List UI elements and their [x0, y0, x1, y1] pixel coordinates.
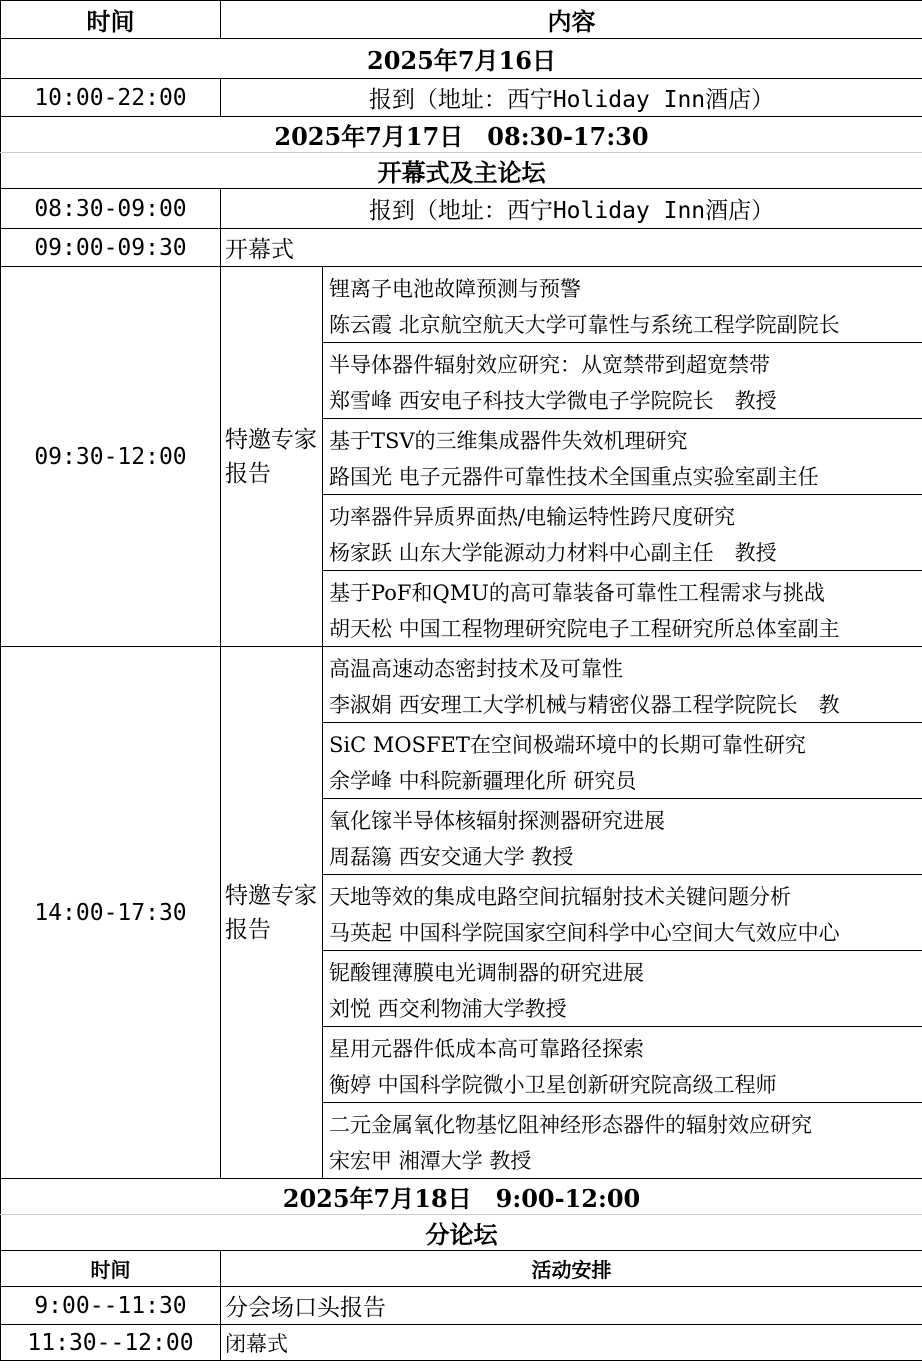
- day3-row-content: 分会场口头报告: [221, 1287, 922, 1325]
- day1-date-row: [1, 39, 922, 79]
- registration-time: 08:30-09:00: [1, 189, 221, 229]
- day2-title-row: [1, 153, 922, 189]
- talk-title: 高温高速动态密封技术及可靠性: [323, 647, 922, 685]
- day3-row: [1, 1287, 922, 1325]
- day2-title: 开幕式及主论坛: [1, 153, 922, 189]
- talk-speaker: 陈云霞 北京航空航天大学可靠性与系统工程学院副院长: [323, 305, 922, 343]
- day3-date: 2025年7月18日 9:00-12:00: [1, 1179, 922, 1215]
- talk-title: 基于PoF和QMU的高可靠装备可靠性工程需求与挑战: [323, 571, 922, 609]
- day3-title: 分论坛: [1, 1215, 922, 1251]
- day3-row: [1, 1325, 922, 1361]
- day3-header-time: 时间: [1, 1251, 221, 1287]
- talk-title: 铌酸锂薄膜电光调制器的研究进展: [323, 951, 922, 989]
- header-row: [1, 1, 922, 39]
- talk-title: 氧化镓半导体核辐射探测器研究进展: [323, 799, 922, 837]
- talk-title: 天地等效的集成电路空间抗辐射技术关键问题分析: [323, 875, 922, 913]
- day3-date-row: [1, 1179, 922, 1215]
- header-time: 时间: [1, 1, 221, 39]
- day3-row-time: 9:00--11:30: [1, 1287, 221, 1325]
- talk-title: 基于TSV的三维集成器件失效机理研究: [323, 419, 922, 457]
- session-label: 特邀专家报告: [221, 647, 323, 1179]
- day2-date: 2025年7月17日 08:30-17:30: [1, 117, 922, 153]
- talk-speaker: 胡天松 中国工程物理研究院电子工程研究所总体室副主: [323, 609, 922, 647]
- afternoon-session: [1, 647, 922, 1179]
- talk-speaker: 马英起 中国科学院国家空间科学中心空间大气效应中心: [323, 913, 922, 951]
- talk-speaker: 周磊簜 西安交通大学 教授: [323, 837, 922, 875]
- talk-title: SiC MOSFET在空间极端环境中的长期可靠性研究: [323, 723, 922, 761]
- talk-title: 星用元器件低成本高可靠路径探索: [323, 1027, 922, 1065]
- talk-speaker: 李淑娟 西安理工大学机械与精密仪器工程学院院长 教: [323, 685, 922, 723]
- talk-title-row: [1, 647, 922, 685]
- day3-header-row: [1, 1251, 922, 1287]
- day1-content: 报到（地址：西宁Holiday Inn酒店）: [221, 79, 922, 117]
- day1-time: 10:00-22:00: [1, 79, 221, 117]
- talk-speaker: 衡婷 中国科学院微小卫星创新研究院高级工程师: [323, 1065, 922, 1103]
- session-time: 09:30-12:00: [1, 267, 221, 647]
- talk-title: 功率器件异质界面热/电输运特性跨尺度研究: [323, 495, 922, 533]
- day3-title-row: [1, 1215, 922, 1251]
- registration-content: 报到（地址：西宁Holiday Inn酒店）: [221, 189, 922, 229]
- opening-content: 开幕式: [221, 229, 922, 267]
- session-label: 特邀专家报告: [221, 267, 323, 647]
- opening-time: 09:00-09:30: [1, 229, 221, 267]
- talk-title: 锂离子电池故障预测与预警: [323, 267, 922, 305]
- day2-registration-row: [1, 189, 922, 229]
- talk-title: 二元金属氧化物基忆阻神经形态器件的辐射效应研究: [323, 1103, 922, 1141]
- day1-row: [1, 79, 922, 117]
- day3-row-time: 11:30--12:00: [1, 1325, 221, 1361]
- talk-speaker: 刘悦 西交利物浦大学教授: [323, 989, 922, 1027]
- talk-title: 半导体器件辐射效应研究：从宽禁带到超宽禁带: [323, 343, 922, 381]
- talk-speaker: 路国光 电子元器件可靠性技术全国重点实验室副主任: [323, 457, 922, 495]
- talk-speaker: 郑雪峰 西安电子科技大学微电子学院院长 教授: [323, 381, 922, 419]
- session-time: 14:00-17:30: [1, 647, 221, 1179]
- header-content: 内容: [221, 1, 922, 39]
- day3-row-content: 闭幕式: [221, 1325, 922, 1361]
- talk-speaker: 杨家跃 山东大学能源动力材料中心副主任 教授: [323, 533, 922, 571]
- day3-header-content: 活动安排: [221, 1251, 922, 1287]
- talk-speaker: 余学峰 中科院新疆理化所 研究员: [323, 761, 922, 799]
- day1-date: 2025年7月16日: [1, 39, 922, 79]
- morning-session: [1, 267, 922, 647]
- day2-date-row: [1, 117, 922, 153]
- day2-opening-row: [1, 229, 922, 267]
- talk-speaker: 宋宏甲 湘潭大学 教授: [323, 1141, 922, 1179]
- talk-title-row: [1, 267, 922, 305]
